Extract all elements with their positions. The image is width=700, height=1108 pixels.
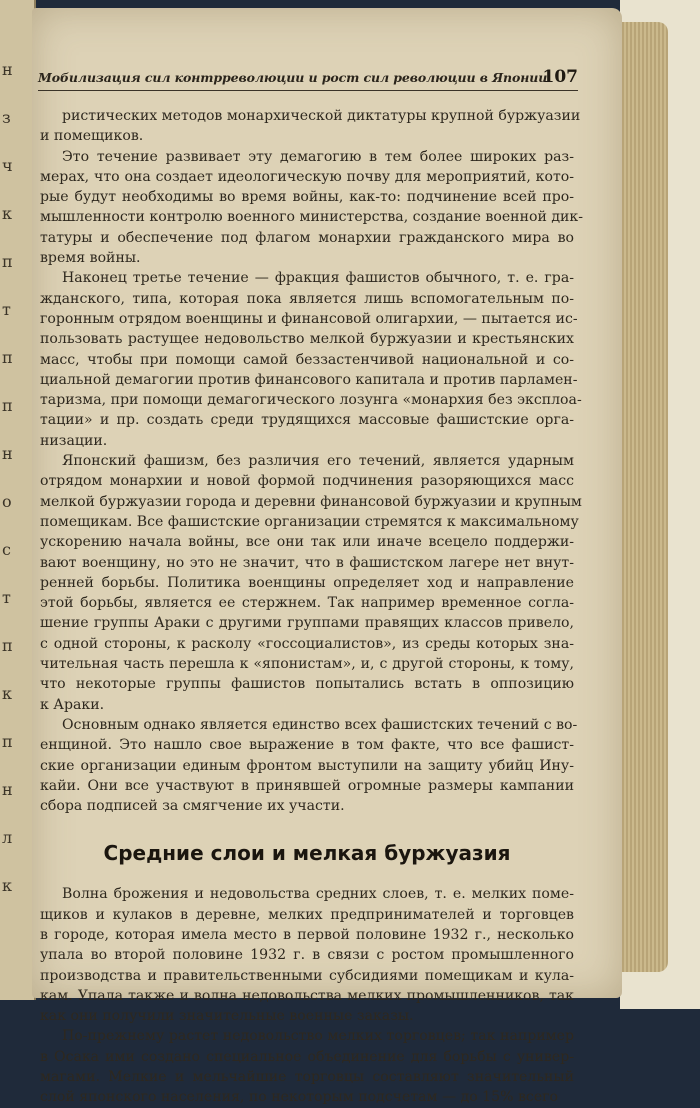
paragraph xyxy=(40,106,581,147)
running-head: Мобилизация сил контрреволюции и рост сил революции в Японии xyxy=(38,70,548,85)
facing-page-letter: к xyxy=(2,684,12,703)
text-line: мышленности контролю военного министерства, создание военной дик- xyxy=(40,209,583,226)
facing-page-letter: п xyxy=(2,252,13,271)
text-line: Японский фашизм, без различия его течений, является ударным xyxy=(62,453,574,470)
text-line: помещикам. Все фашистские организации стремятся к максимальному xyxy=(40,513,579,530)
facing-page-letter: н xyxy=(2,780,13,799)
text-line: и помещиков. xyxy=(40,128,144,145)
page-number: 107 xyxy=(542,67,578,87)
text-line: кайи. Они все участвуют в принявшей огромные размеры кампании xyxy=(40,777,574,794)
facing-page-letter: т xyxy=(2,300,11,319)
text-line: вают военщину, но это не значит, что в фашистском лагере нет внут- xyxy=(40,554,574,571)
text-line: По-прежнему растет недовольство мелких торговцев; так например xyxy=(62,1028,574,1045)
book-page xyxy=(32,8,622,1106)
text-line: ускорению начала войны, все они так или иначе всецело поддержи- xyxy=(40,534,574,551)
text-line: рые будут необходимы во время войны, как-то: подчинение всей про- xyxy=(40,189,574,206)
text-line: чительная часть перешла к «японистам», и, с другой стороны, к тому, xyxy=(40,656,574,673)
text-line: пользовать растущее недовольство мелкой буржуазии и крестьянских xyxy=(40,331,574,348)
paragraph xyxy=(40,1026,574,1107)
facing-page-letter: к xyxy=(2,876,12,895)
paragraph xyxy=(40,884,574,1026)
text-line: с одной стороны, к расколу «госсоциалистов», из среды которых зна- xyxy=(40,635,574,652)
facing-page-letter: л xyxy=(2,828,13,847)
text-line: мелкой буржуазии города и деревни финансовой буржуазии и крупным xyxy=(40,493,582,510)
text-line: низации. xyxy=(40,432,108,449)
text-line: ские организации единым фронтом выступили на защиту убийц Ину- xyxy=(40,757,574,774)
text-line: время войны. xyxy=(40,250,141,267)
text-line: Наконец третье течение — фракция фашистов обычного, т. е. гра- xyxy=(62,270,574,287)
facing-page-letter: т xyxy=(2,588,11,607)
text-line: енщиной. Это нашло свое выражение в том факте, что все фашист- xyxy=(40,737,574,754)
text-line: щиков и кулаков в деревне, мелких предпринимателей и торговцев xyxy=(40,906,574,923)
text-line: татуры и обеспечение под флагом монархии гражданского мира во xyxy=(40,229,574,246)
paragraph xyxy=(40,147,583,269)
text-line: Это течение развивает эту демагогию в тем более широких раз- xyxy=(62,148,574,165)
text-line: тации» и пр. создать среди трудящихся массовые фашистские орга- xyxy=(40,412,574,429)
facing-page-letter: п xyxy=(2,636,13,655)
text-line: магами. Мелкие и мельчайшие торговцы составляют значительный xyxy=(40,1069,574,1086)
text-line: циальной демагогии против финансового капитала и против парламен- xyxy=(40,371,578,388)
text-line: ренней борьбы. Политика военщины определяет ход и направление xyxy=(40,574,574,591)
text-line: что некоторые группы фашистов попытались встать в оппозицию xyxy=(40,676,574,693)
facing-page-letter: н xyxy=(2,444,13,463)
paragraph xyxy=(40,268,582,451)
text-line: Волна брожения и недовольства средних слоев, т. е. мелких поме- xyxy=(62,886,574,903)
text-line: сбора подписей за смягчение их участи. xyxy=(40,798,345,815)
text-line: кам. Упала также и волна недовольства мелких промышленников, так xyxy=(40,987,574,1004)
text-line: ристических методов монархической диктатуры крупной буржуазии xyxy=(62,108,581,124)
text-line: этой борьбы, является ее стержнем. Так например временное согла- xyxy=(40,595,574,612)
facing-page-letter: к xyxy=(2,204,12,223)
text-line: упала во второй половине 1932 г. в связи с ростом промышленного xyxy=(40,947,574,964)
facing-page-letter: з xyxy=(2,108,11,127)
paragraph xyxy=(40,715,578,816)
text-line: жданского, типа, которая пока является лишь вспомогательным по- xyxy=(40,290,574,307)
text-line: мерах, что она создает идеологическую почву для мероприятий, кото- xyxy=(40,168,574,185)
page-body xyxy=(40,106,583,1108)
text-line: в Осака ими создано специальное объединение для борьбы с универ- xyxy=(40,1048,574,1065)
paragraph xyxy=(40,451,582,715)
text-line: к Араки. xyxy=(40,696,105,713)
text-line: таризма, при помощи демагогического лозунга «монархия без эксплоа- xyxy=(40,392,582,409)
text-line: слой японского населения, по некоторым подсчетам — до 15% всего xyxy=(40,1089,559,1106)
page-header xyxy=(38,66,578,91)
section-title: Средние слои и мелкая буржуазия xyxy=(103,841,511,866)
facing-page-fragment xyxy=(0,0,36,1000)
facing-page-letter: о xyxy=(2,492,12,511)
facing-page-letter: п xyxy=(2,732,13,751)
facing-page-letter: п xyxy=(2,348,13,367)
text-line: масс, чтобы при помощи самой беззастенчивой национальной и со- xyxy=(40,351,574,368)
text-line: горонным отрядом военщины и финансовой олигархии, — пытается ис- xyxy=(40,310,578,327)
facing-page-letter: п xyxy=(2,396,13,415)
text-line: отрядом монархии и новой формой подчинения разоряющихся масс xyxy=(40,473,574,490)
text-line: Основным однако является единство всех фашистских течений с во- xyxy=(62,716,578,733)
text-line: в городе, которая имела место в первой половине 1932 г., несколько xyxy=(40,926,574,943)
facing-page-letter: с xyxy=(2,540,11,559)
facing-page-letter: ч xyxy=(2,156,13,175)
text-line: производства и правительственными субсидиями помещикам и кула- xyxy=(40,967,574,984)
text-line: как они получили значительные военные заказы. xyxy=(40,1008,414,1025)
facing-page-letter: н xyxy=(2,60,13,79)
text-line: шение группы Араки с другими группами правящих классов привело, xyxy=(40,615,574,632)
